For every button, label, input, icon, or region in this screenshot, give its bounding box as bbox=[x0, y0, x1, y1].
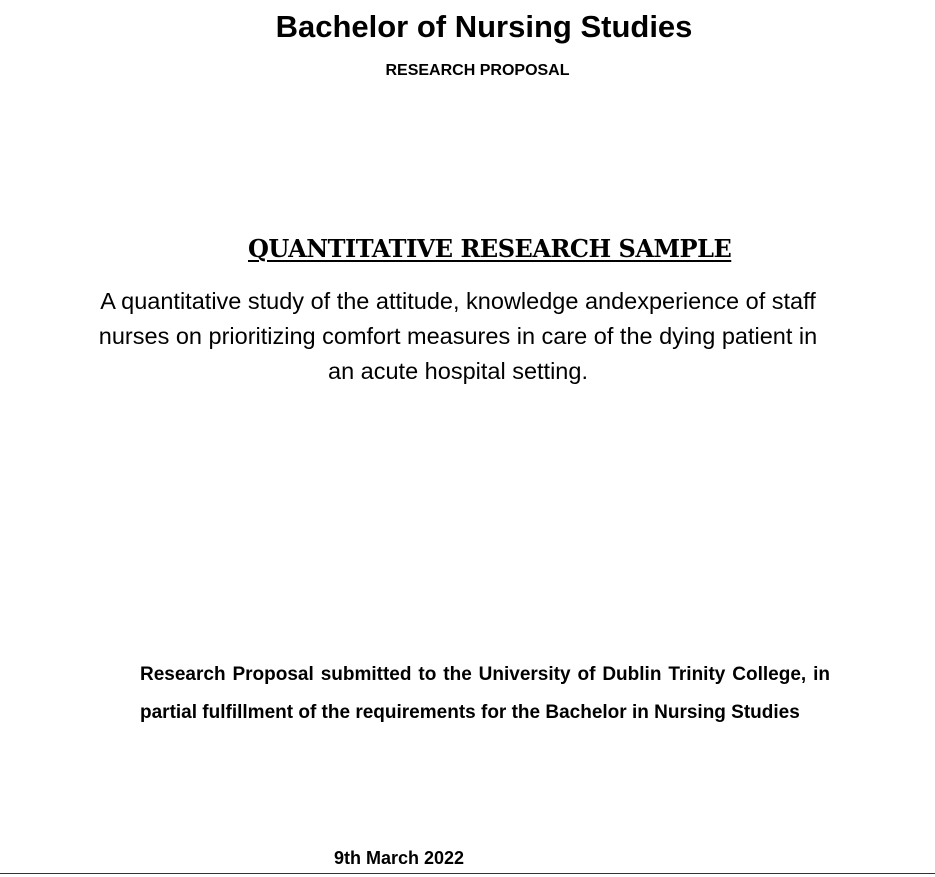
sample-heading: QUANTITATIVE RESEARCH SAMPLE bbox=[248, 234, 732, 263]
submission-date: 9th March 2022 bbox=[334, 848, 465, 868]
page-title: Bachelor of Nursing Studies bbox=[275, 9, 693, 44]
document-subtitle: RESEARCH PROPOSAL bbox=[385, 62, 570, 79]
page-bottom-divider bbox=[0, 873, 935, 874]
study-title: A quantitative study of the attitude, knowledge andexperience of staff nurses on prioritizing comfort measures in care of the dying patient in an acute hospital setting. bbox=[98, 288, 818, 384]
submission-statement: Research Proposal submitted to the University of Dublin Trinity College, in partial fulfillment of the requirements for the Bachelor in Nursing Studies bbox=[140, 664, 830, 723]
